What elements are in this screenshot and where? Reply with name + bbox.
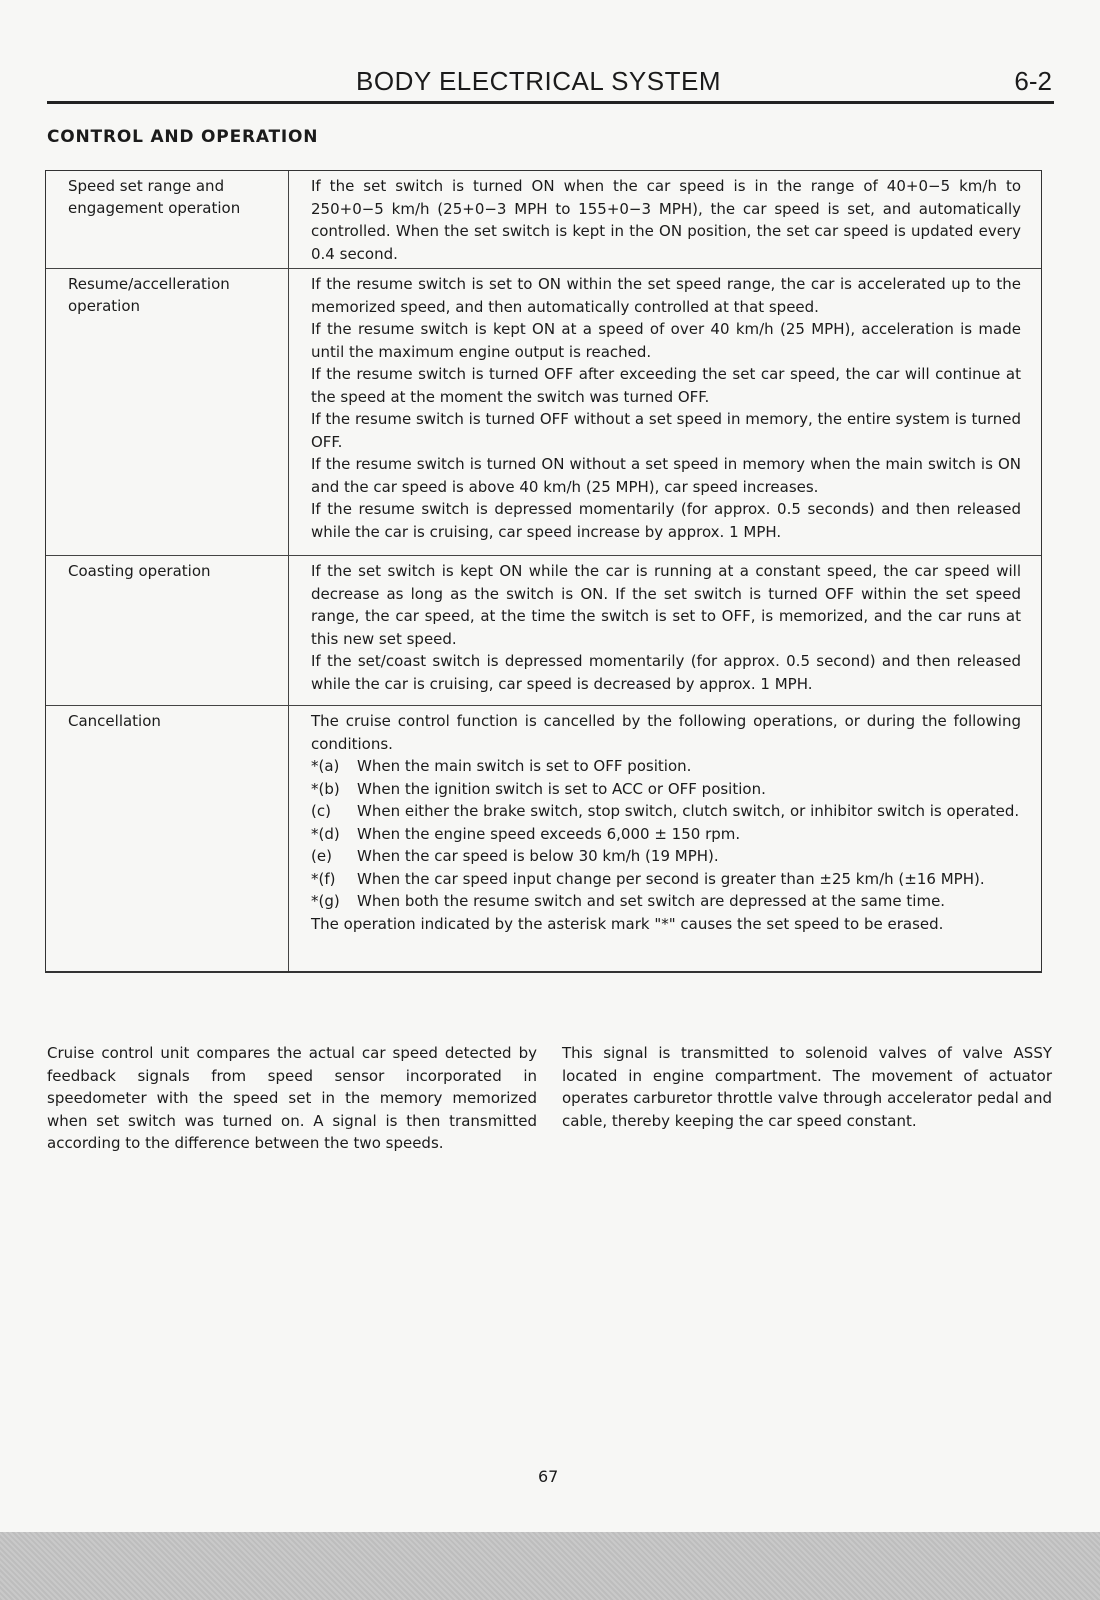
resume-paragraph-2: If the resume switch is kept ON at a speed of over 40 km/h (25 MPH), acceleration is made until the maximum engine output is reached. (311, 320, 1021, 361)
body-text-right: This signal is transmitted to solenoid valves of valve ASSY located in engine compartment. The movement of actuator operates carburetor throttle valve through accelerator pedal and cable, thereby keeping the car speed constant. (562, 1044, 1052, 1130)
row-label-cancellation: Cancellation (46, 706, 289, 971)
resume-paragraph-6: If the resume switch is depressed momentarily (for approx. 0.5 seconds) and then released while the car is cruising, car speed increase by approx. 1 MPH. (311, 500, 1021, 541)
row-description-speed-set (289, 171, 1041, 268)
table-row-coasting (46, 556, 1041, 706)
item-mark: *(a) (311, 757, 340, 775)
table-row-speed-set (46, 171, 1041, 269)
speed-set-paragraph: If the set switch is turned ON when the car speed is in the range of 40+0−5 km/h to 250+0−5 km/h (25+0−3 MPH to 155+0−3 MPH), the car speed is set, and automatically controlled. When the set switch is kept in the ON position, the set car speed is updated every 0.4 second. (311, 177, 1021, 263)
list-item (311, 823, 1021, 846)
resume-paragraph-5: If the resume switch is turned ON without a set speed in memory when the main switch is ON and the car speed is above 40 km/h (25 MPH), car speed increases. (311, 455, 1021, 496)
row-label-resume: Resume/accelleration operation (46, 269, 289, 555)
row-description-resume (289, 269, 1041, 555)
scan-bottom-strip (0, 1532, 1100, 1600)
page-number: 67 (538, 1467, 559, 1486)
body-text-left: Cruise control unit compares the actual car speed detected by feedback signals from speed sensor incorporated in speedometer with the speed set in the memory memorized when set switch was turned on. A signal is then transmitted according to the difference between the two speeds. (47, 1044, 537, 1152)
row-description-cancellation (289, 706, 1041, 971)
coasting-paragraph-2: If the set/coast switch is depressed momentarily (for approx. 0.5 second) and then released while the car is cruising, car speed is decreased by approx. 1 MPH. (311, 652, 1021, 693)
item-mark: (e) (311, 847, 332, 865)
item-mark: *(d) (311, 824, 340, 843)
item-mark: *(f) (311, 869, 336, 888)
cancellation-intro: The cruise control function is cancelled by the following operations, or during the following conditions. (311, 712, 1021, 753)
item-mark: (c) (311, 802, 331, 820)
resume-paragraph-4: If the resume switch is turned OFF without a set speed in memory, the entire system is turned OFF. (311, 410, 1021, 451)
page-code: 6-2 (1014, 66, 1052, 96)
table-row-cancellation (46, 706, 1041, 971)
item-text: When the engine speed exceeds 6,000 ± 150 rpm. (357, 824, 741, 843)
item-text: When the car speed input change per second is greater than ±25 km/h (±16 MPH). (357, 869, 985, 888)
item-text: When either the brake switch, stop switch, clutch switch, or inhibitor switch is operated. (357, 802, 1020, 820)
list-item (311, 778, 1021, 801)
list-item (311, 755, 1021, 778)
item-mark: *(g) (311, 892, 340, 910)
table-row-resume (46, 269, 1041, 556)
list-item (311, 890, 1021, 913)
item-mark: *(b) (311, 779, 340, 798)
resume-paragraph-3: If the resume switch is turned OFF after exceeding the set car speed, the car will continue at the speed at the moment the switch was turned OFF. (311, 365, 1021, 406)
row-description-coasting (289, 556, 1041, 705)
operations-table (45, 170, 1042, 973)
asterisk-note: The operation indicated by the asterisk mark "*" causes the set speed to be erased. (311, 914, 944, 933)
item-text: When the ignition switch is set to ACC or OFF position. (357, 779, 766, 798)
item-text: When the main switch is set to OFF position. (357, 757, 692, 775)
row-label-coasting: Coasting operation (46, 556, 289, 705)
section-title: CONTROL AND OPERATION (47, 127, 319, 147)
list-item (311, 800, 1021, 823)
header-title: BODY ELECTRICAL SYSTEM (356, 66, 721, 96)
item-text: When the car speed is below 30 km/h (19 MPH). (357, 847, 719, 865)
header-rule (47, 101, 1054, 104)
list-item (311, 868, 1021, 891)
item-text: When both the resume switch and set switch are depressed at the same time. (357, 892, 946, 910)
coasting-paragraph-1: If the set switch is kept ON while the car is running at a constant speed, the car speed will decrease as long as the switch is ON. If the set switch is turned OFF within the set speed range, the car speed, at the time the switch is set to OFF, is memorized, and the car runs at this new set speed. (311, 562, 1021, 648)
row-label-speed-set: Speed set range and engagement operation (46, 171, 289, 268)
resume-paragraph-1: If the resume switch is set to ON within the set speed range, the car is accelerated up to the memorized speed, and then automatically controlled at that speed. (311, 275, 1021, 316)
list-item (311, 845, 1021, 868)
